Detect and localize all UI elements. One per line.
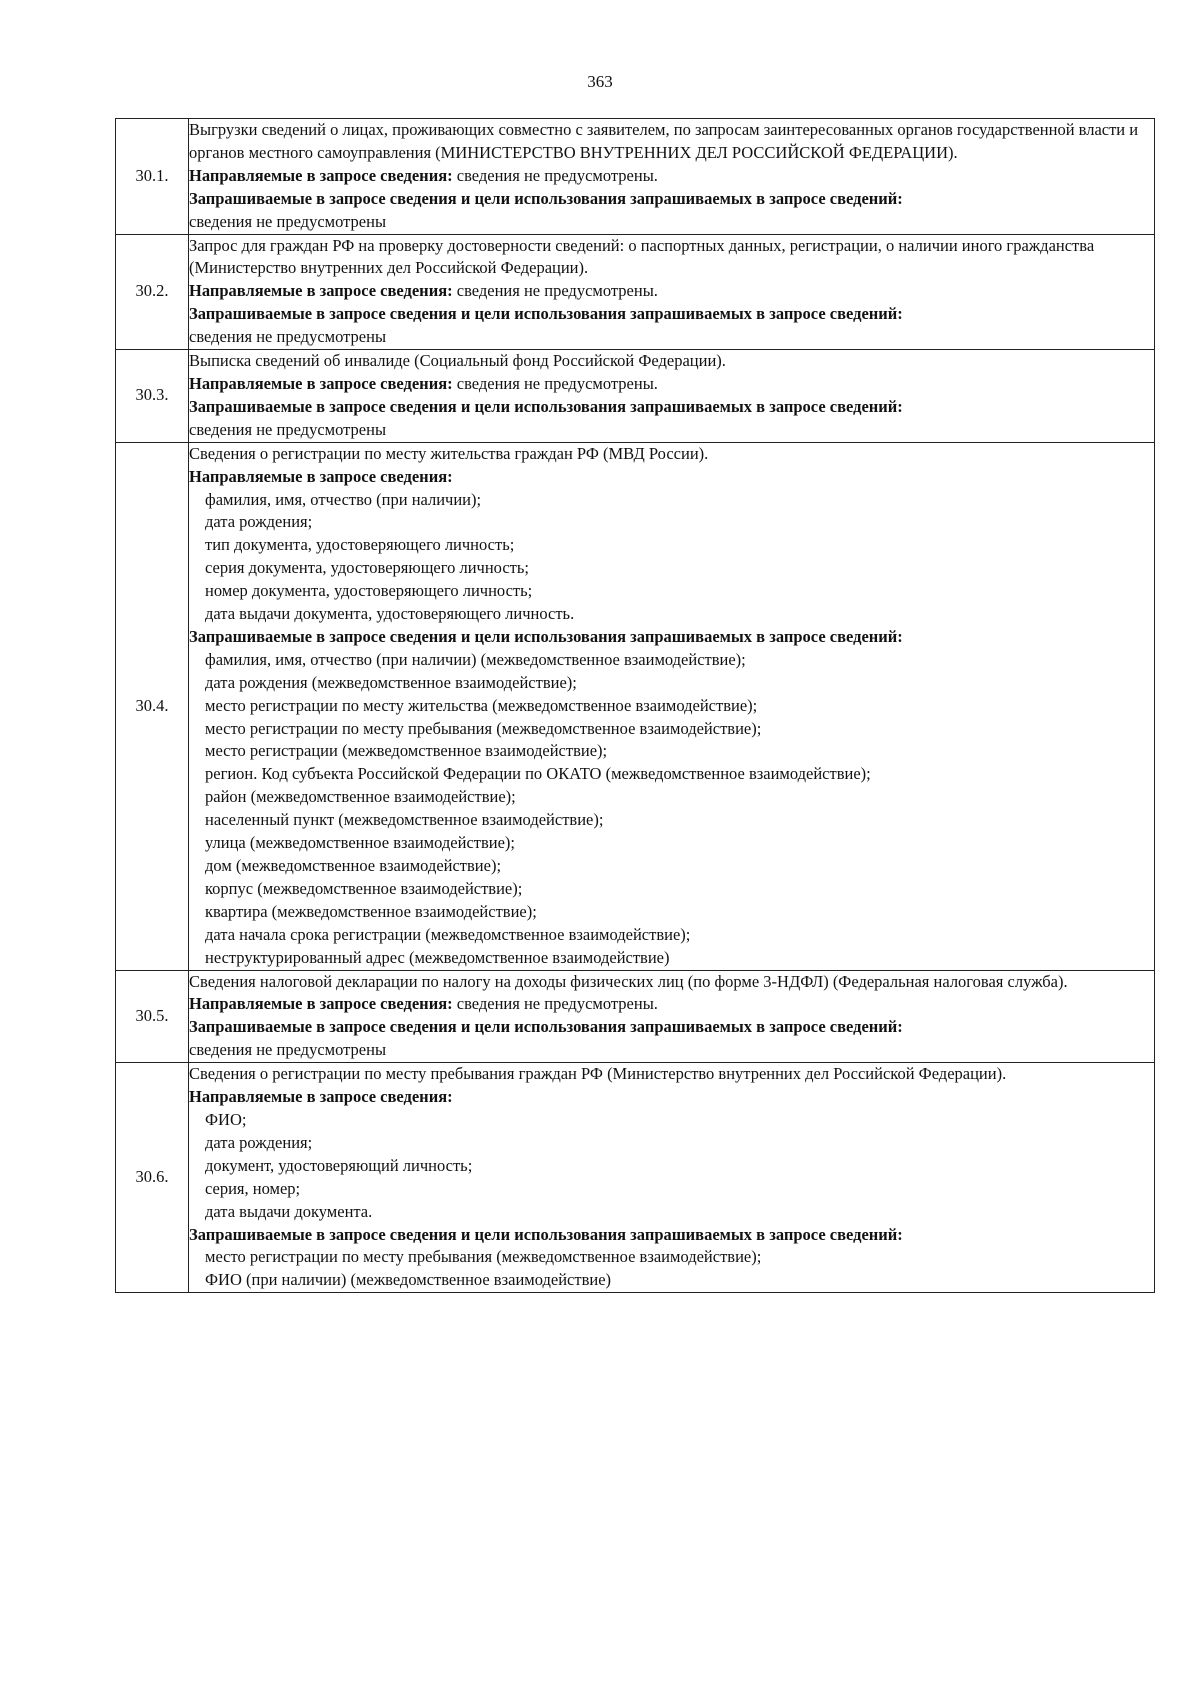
list-item: дата выдачи документа.	[205, 1201, 373, 1221]
sent-label: Направляемые в запросе сведения:	[189, 373, 453, 393]
list-item: ФИО (при наличии) (межведомственное взаимодействие)	[205, 1270, 612, 1290]
list-item: дата рождения (межведомственное взаимодействие);	[205, 672, 577, 692]
list-item: дом (межведомственное взаимодействие);	[205, 856, 502, 875]
list-item: квартира (межведомственное взаимодействие);	[205, 901, 537, 921]
list-item: дата рождения;	[205, 1132, 313, 1152]
sent-label: Направляемые в запросе сведения:	[189, 281, 453, 301]
row-number: 30.2.	[116, 234, 189, 350]
sent-info	[189, 373, 1154, 396]
row-title: Сведения о регистрации по месту пребывания граждан РФ (Министерство внутренних дел Российской Федерации).	[189, 1064, 1007, 1084]
list-item: улица (межведомственное взаимодействие);	[205, 833, 515, 853]
sent-value: сведения не предусмотрены.	[452, 373, 658, 393]
page-number: 363	[587, 72, 613, 91]
sent-info	[189, 993, 1154, 1016]
row-title: Сведения о регистрации по месту жительства граждан РФ (МВД России).	[189, 443, 709, 463]
list-item: фамилия, имя, отчество (при наличии) (межведомственное взаимодействие);	[205, 649, 746, 669]
row-number: 30.6.	[116, 1063, 189, 1293]
sent-info	[189, 165, 1154, 188]
row-number: 30.1.	[116, 119, 189, 235]
sent-label: Направляемые в запросе сведения:	[189, 165, 453, 185]
list-item: серия, номер;	[205, 1178, 301, 1198]
row-content	[189, 970, 1155, 1063]
row-title: Выписка сведений об инвалиде (Социальный фонд Российской Федерации).	[189, 351, 726, 371]
requested-label: Запрашиваемые в запросе сведения и цели использования запрашиваемых в запросе сведений:	[189, 1017, 903, 1037]
list-item: район (межведомственное взаимодействие);	[205, 787, 516, 807]
list-item: серия документа, удостоверяющего личность;	[205, 558, 529, 578]
list-item: фамилия, имя, отчество (при наличии);	[205, 489, 482, 509]
table-row	[116, 119, 1155, 235]
list-item: корпус (межведомственное взаимодействие);	[205, 878, 523, 898]
list-item: место регистрации (межведомственное взаимодействие);	[205, 741, 608, 761]
list-item: место регистрации по месту жительства (межведомственное взаимодействие);	[205, 695, 758, 715]
row-title: Сведения налоговой декларации по налогу на доходы физических лиц (по форме 3-НДФЛ) (Федеральная налоговая служба).	[189, 971, 1068, 991]
sent-label: Направляемые в запросе сведения:	[189, 466, 453, 486]
list-item: неструктурированный адрес (межведомственное взаимодействие)	[205, 947, 670, 967]
requested-value: сведения не предусмотрены	[189, 419, 387, 439]
requested-value: сведения не предусмотрены	[189, 327, 387, 347]
list-item: дата рождения;	[205, 512, 313, 532]
list-item: дата выдачи документа, удостоверяющего личность.	[205, 604, 575, 624]
list-item: регион. Код субъекта Российской Федерации по ОКАТО (межведомственное взаимодействие);	[205, 764, 871, 784]
list-item: номер документа, удостоверяющего личность;	[205, 581, 533, 601]
requests-table	[115, 118, 1155, 1293]
requested-label: Запрашиваемые в запросе сведения и цели использования запрашиваемых в запросе сведений:	[189, 396, 903, 416]
sent-info	[189, 280, 1154, 303]
table-row	[116, 234, 1155, 350]
requested-label: Запрашиваемые в запросе сведения и цели использования запрашиваемых в запросе сведений:	[189, 626, 903, 646]
list-item: документ, удостоверяющий личность;	[205, 1155, 473, 1175]
table-row	[116, 442, 1155, 970]
sent-value: сведения не предусмотрены.	[452, 165, 658, 185]
sent-label: Направляемые в запросе сведения:	[189, 994, 453, 1014]
row-content	[189, 442, 1155, 970]
list-item: тип документа, удостоверяющего личность;	[205, 535, 515, 555]
table-row	[116, 970, 1155, 1063]
sent-value: сведения не предусмотрены.	[452, 994, 658, 1014]
table-row	[116, 1063, 1155, 1293]
list-item: место регистрации по месту пребывания (межведомственное взаимодействие);	[205, 718, 762, 738]
row-content	[189, 1063, 1155, 1293]
requested-label: Запрашиваемые в запросе сведения и цели использования запрашиваемых в запросе сведений:	[189, 188, 903, 208]
row-number: 30.5.	[116, 970, 189, 1063]
requested-label: Запрашиваемые в запросе сведения и цели использования запрашиваемых в запросе сведений:	[189, 1224, 903, 1244]
list-item: населенный пункт (межведомственное взаимодействие);	[205, 810, 604, 830]
row-content	[189, 350, 1155, 443]
row-content	[189, 234, 1155, 350]
sent-value: сведения не предусмотрены.	[452, 281, 658, 301]
row-title: Выгрузки сведений о лицах, проживающих совместно с заявителем, по запросам заинтересованных органов государственной власти и органов местного самоуправления (МИНИСТЕРСТВО ВНУТРЕННИХ ДЕЛ РОССИЙСКОЙ ФЕДЕРАЦИИ).	[189, 120, 1139, 162]
requested-value: сведения не предусмотрены	[189, 211, 387, 231]
requested-value: сведения не предусмотрены	[189, 1040, 387, 1060]
sent-label: Направляемые в запросе сведения:	[189, 1087, 453, 1107]
list-item: ФИО;	[205, 1109, 247, 1129]
row-number: 30.4.	[116, 442, 189, 970]
table-row	[116, 350, 1155, 443]
row-content	[189, 119, 1155, 235]
row-number: 30.3.	[116, 350, 189, 443]
requested-label: Запрашиваемые в запросе сведения и цели использования запрашиваемых в запросе сведений:	[189, 304, 903, 324]
row-title: Запрос для граждан РФ на проверку достоверности сведений: о паспортных данных, регистрации, о наличии иного гражданства (Министерство внутренних дел Российской Федерации).	[189, 235, 1095, 278]
list-item: дата начала срока регистрации (межведомственное взаимодействие);	[205, 924, 691, 944]
list-item: место регистрации по месту пребывания (межведомственное взаимодействие);	[205, 1247, 762, 1267]
